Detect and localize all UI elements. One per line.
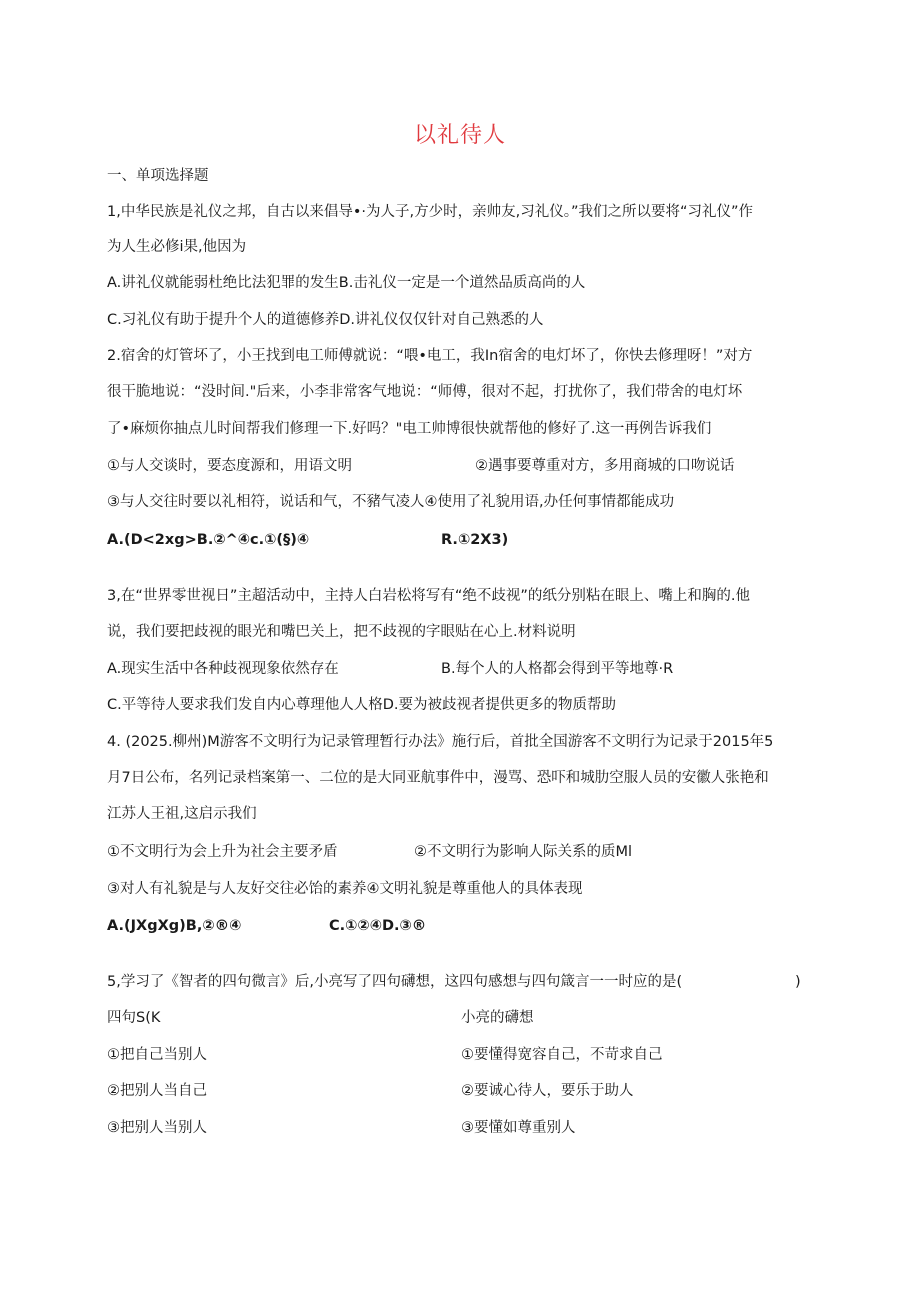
q3-option-a: A.现实生活中各种歧视现象依然存在 [107,661,339,677]
q3-stem-line1: 3,在“世界零世视日”主超活动中，主持人白岩松将写有“绝不歧视”的纸分别粘在眼上、嘴上和胸的.他 [107,588,750,604]
q5-row3-left: ③把别人当别人 [107,1120,207,1136]
q4-stem-line3: 江苏人王祖,这启示我们 [107,806,257,822]
q1-options-ab: A.讲礼仪就能弱杜绝比法犯罪的发生B.击礼仪一定是一个道然品质高尚的人 [107,275,586,291]
q2-stem-line1: 2.宿舍的灯管坏了，小王找到电工师傅就说：“喂•电工，我In宿舍的电灯坏了，你快去修理呀！”对方 [107,348,753,364]
q1-stem-line2: 为人生必修i果,他因为 [107,239,247,255]
q5-row1-left: ①把自己当别人 [107,1047,207,1063]
q4-options-cd: C.①②④D.③® [329,918,427,934]
page-title: 以礼待人 [413,123,506,148]
q5-header-right: 小亮的礴想 [461,1010,534,1026]
q2-statement-2: ②遇事要尊重对方，多用商城的口吻说话 [475,458,735,474]
q5-row2-left: ②把别人当自己 [107,1083,207,1099]
q5-row1-right: ①要懂得宽容自己，不苛求自己 [461,1047,663,1063]
q1-stem-line1: 1,中华民族是礼仪之邦，自古以来倡导•·为人子,方少时，亲帅友,习礼仪。”我们之所以要将“习礼仪”作 [107,204,753,220]
q3-options-cd: C.平等待人要求我们发自内心尊理他人人格D.要为被歧视者提供更多的物质帮助 [107,697,617,713]
q5-stem-line1: 5,学习了《智者的四句微言》后,小亮写了四句礴想，这四句感想与四句箴言一一时应的是( [107,974,683,990]
q2-options-abc: A.(D<2xg>B.②^④c.①(§)④ [107,532,310,548]
q4-statement-2: ②不文明行为影响人际关系的质Ml [414,844,633,860]
q2-stem-line3: 了•麻烦你抽点儿时间帮我们修理一下.好吗？"电工帅博很快就帮他的修好了.这一再例告诉我们 [107,421,712,437]
q5-header-left: 四句S(K [107,1010,161,1026]
q2-stem-line2: 很干脆地说：“没时间."后来，小李非常客气地说：“师傅，很对不起，打扰你了，我们带舍的电灯坏 [107,384,743,400]
q1-options-cd: C.习礼仪有助于提升个人的道德修养D.讲礼仪仅仅针对自己熟悉的人 [107,312,544,328]
q4-stem-line1: 4. (2025.柳州)M游客不文明行为记录管理暂行办法》施行后，首批全国游客不文明行为记录于2015年5 [107,734,774,750]
q3-option-b: B.每个人的人格都会得到平等地尊·R [441,661,674,677]
q2-statement-3-4: ③与人交往时要以礼相符，说话和气，不豬气凌人④使用了礼貌用语,办任何事情都能成功 [107,494,675,510]
q5-row2-right: ②要诚心待人，要乐于助人 [461,1083,634,1099]
q2-statement-1: ①与人交谈时，要态度源和，用语文明 [107,458,352,474]
section-heading: 一、单项选择题 [107,168,209,184]
q4-statement-3-4: ③对人有礼貌是与人友好交往必饴的素养④文明礼貌是尊重他人的具体表现 [107,881,583,897]
q3-stem-line2: 说，我们要把歧视的眼光和嘴巴关上，把不歧视的字眼贴在心上.材料说明 [107,624,576,640]
q4-stem-line2: 月7日公布，名列记录档案第一、二位的是大同亚航事件中，漫骂、恐吓和城肋空服人员的安徽人张艳和 [107,770,769,786]
q4-statement-1: ①不文明行为会上升为社会主要矛盾 [107,844,338,860]
q5-answer-bracket: ) [795,974,801,990]
q4-options-ab: A.(JXgXg)B,②®④ [107,918,242,934]
q2-option-d: R.①2X3) [441,532,509,548]
q5-row3-right: ③要懂如尊重别人 [461,1120,576,1136]
